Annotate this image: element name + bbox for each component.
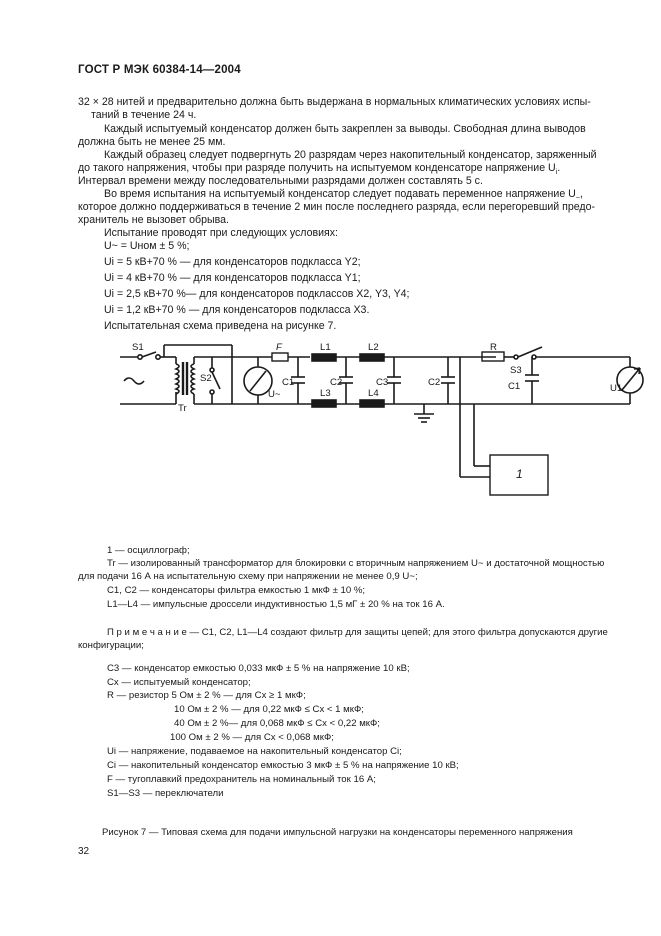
legend2-line: 40 Ом ± 2 %— для 0,068 мкФ ≤ Cx < 0,22 мкФ; [174, 718, 380, 729]
legend2-line: 100 Ом ± 2 % — для Cx < 0,068 мкФ; [170, 732, 334, 743]
condition-line: Ui = 2,5 кВ+70 %— для конденсаторов подклассов X2, Y3, Y4; [104, 288, 410, 300]
label-tr: Tr [178, 403, 187, 414]
label-s2: S2 [200, 373, 212, 384]
legend-line: C1, C2 — конденсаторы фильтра емкостью 1 мкФ ± 10 %; [107, 585, 366, 596]
legend2-line: Ui — напряжение, подаваемое на накопительный конденсатор Ci; [107, 746, 402, 757]
paragraph-line: хранитель не вызовет обрыва. [78, 214, 229, 226]
label-r: R [490, 342, 497, 353]
paragraph-line: Интервал времени между последовательными разрядами должен составлять 5 с. [78, 175, 483, 187]
label-s1: S1 [132, 342, 144, 353]
note-line: П р и м е ч а н и е — C1, C2, L1—L4 создают фильтр для защиты цепей; для этого фильтра допускаются другие [107, 627, 608, 638]
legend-line: L1—L4 — импульсные дроссели индуктивностью 1,5 мГ ± 20 % на ток 16 А. [107, 599, 445, 610]
condition-line: Ui = 5 кВ+70 % — для конденсаторов подкласса Y2; [104, 256, 361, 268]
page-header: ГОСТ Р МЭК 60384-14—2004 [78, 64, 241, 76]
label-l1: L1 [320, 342, 331, 353]
paragraph-line: Каждый испытуемый конденсатор должен быть закреплен за выводы. Свободная длина выводов [104, 123, 586, 135]
figure-intro: Испытательная схема приведена на рисунке 7. [104, 320, 337, 332]
condition-line: Ui = 4 кВ+70 % — для конденсаторов подкласса Y1; [104, 272, 361, 284]
legend-line: 1 — осциллограф; [107, 545, 190, 556]
paragraph-line: таний в течение 24 ч. [91, 109, 197, 121]
note-line: конфигурации; [78, 640, 144, 651]
paragraph-line: Каждый образец следует подвергнуть 20 разрядам через накопительный конденсатор, заряженный [104, 149, 597, 161]
label-l3: L3 [320, 388, 331, 399]
paragraph-line: до такого напряжения, чтобы при разряде получить на испытуемом конденсаторе напряжение $U_i$. [78, 162, 561, 177]
oscilloscope-label: 1 [516, 467, 523, 481]
figure-caption: Рисунок 7 — Типовая схема для подачи импульсной нагрузки на конденсаторы переменного напряжения [102, 827, 573, 838]
label-c1: C1 [282, 377, 295, 388]
label-u-ac: U~ [268, 389, 281, 400]
legend2-line: R — резистор 5 Ом ± 2 % — для Cx ≥ 1 мкФ; [107, 690, 306, 701]
label-s3: S3 [510, 365, 522, 376]
paragraph-line: 32 × 28 нитей и предварительно должна быть выдержана в нормальных климатических условиях испы- [78, 96, 591, 108]
circuit-diagram [0, 330, 661, 505]
page-number: 32 [78, 846, 90, 857]
label-l4: L4 [368, 388, 379, 399]
legend-line: Tr — изолированный трансформатор для блокировки с вторичным напряжением U~ и достаточной мощностью [107, 558, 605, 569]
paragraph-line: должна быть не менее 25 мм. [78, 136, 226, 148]
condition-line: Ui = 1,2 кВ+70 % — для конденсаторов подкласса X3. [104, 304, 370, 316]
label-cx: C2 [428, 377, 441, 388]
label-c2: C2 [330, 377, 343, 388]
paragraph-line: которое должно поддерживаться в течение 2 мин после последнего разряда, если перегоревший предо- [78, 201, 596, 213]
legend2-line: Cx — испытуемый конденсатор; [107, 677, 251, 688]
legend2-line: 10 Ом ± 2 % — для 0,22 мкФ ≤ Cx < 1 мкФ; [174, 704, 364, 715]
label-l2: L2 [368, 342, 379, 353]
label-ci: C1 [508, 381, 521, 392]
paragraph-line: Во время испытания на испытуемый конденсатор следует подавать переменное напряжение $U_\sim$, [104, 188, 583, 203]
label-f: F [276, 342, 282, 353]
legend2-line: F — тугоплавкий предохранитель на номинальный ток 16 А; [107, 774, 376, 785]
label-c3: C3 [376, 377, 389, 388]
label-ui: U1 [610, 383, 623, 394]
condition-line: U~ = Uном ± 5 %; [104, 240, 190, 252]
legend-line: для подачи 16 А на испытательную схему при напряжении не менее 0,9 U~; [78, 571, 418, 582]
legend2-line: Ci — накопительный конденсатор емкостью 3 мкФ ± 5 % на напряжение 10 кВ; [107, 760, 459, 771]
legend2-line: S1—S3 — переключатели [107, 788, 224, 799]
legend2-line: C3 — конденсатор емкостью 0,033 мкФ ± 5 % на напряжение 10 кВ; [107, 663, 410, 674]
paragraph-line: Испытание проводят при следующих условиях: [104, 227, 339, 239]
